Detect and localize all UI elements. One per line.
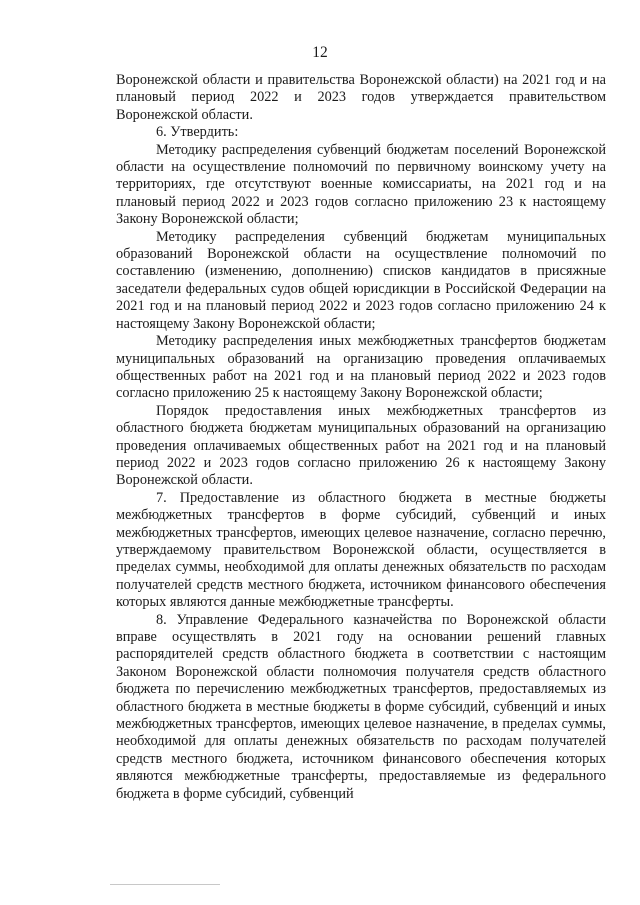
paragraph-procedure-public-works: Порядок предоставления иных межбюджетных трансфертов из областного бюджета бюджетам муниципальных образований на организацию проведения оплачиваемых общественных работ на 2021 год и на плановый период 2022 и 2023 годов согласно приложению 26 к настоящему Закону Воронежской области.: [116, 402, 606, 489]
paragraph-method-jurors-lists: Методику распределения субвенций бюджетам муниципальных образований Воронежской области на осуществление полномочий по составлению (изменению, дополнению) списков кандидатов в присяжные заседатели федеральных судов общей юрисдикции в Российской Федерации на 2021 год и на плановый период 2022 и 2023 годов согласно приложению 24 к настоящему Закону Воронежской области;: [116, 228, 606, 332]
paragraph-continuation: Воронежской области и правительства Воронежской области) на 2021 год и на плановый период 2022 и 2023 годов утверждается правительством Воронежской области.: [116, 72, 606, 123]
paragraph-item-8: 8. Управление Федерального казначейства по Воронежской области вправе осуществлять в 2021 году на основании решений главных распорядителей средств областного бюджета в соответствии с настоящим Законом Воронежской области полномочия получателя средств областного бюджета по перечислению межбюджетных трансфертов, предоставляемых из областного бюджета в местные бюджеты в форме субсидий, субвенций и иных межбюджетных трансфертов, имеющих целевое назначение, в пределах суммы, необходимой для оплаты денежных обязательств по расходам получателей средств местного бюджета, источником финансового обеспечения которых являются межбюджетные трансферты, предоставляемые из федерального бюджета в форме субсидий, субвенций: [116, 611, 606, 802]
paragraph-item-7: 7. Предоставление из областного бюджета в местные бюджеты межбюджетных трансфертов в форме субсидий, субвенций и иных межбюджетных трансфертов, имеющих целевое назначение, согласно перечню, утверждаемому правительством Воронежской области, осуществляется в пределах суммы, необходимой для оплаты денежных обязательств по расходам получателей средств местного бюджета, источником финансового обеспечения которых являются данные межбюджетные трансферты.: [116, 489, 606, 611]
footer-divider: [110, 884, 220, 885]
document-body: [116, 72, 606, 803]
page-number: 12: [312, 44, 328, 61]
paragraph-item-6: 6. Утвердить:: [156, 124, 239, 141]
paragraph-method-public-works: Методику распределения иных межбюджетных трансфертов бюджетам муниципальных образований на организацию проведения оплачиваемых общественных работ на 2021 год и на плановый период 2022 и 2023 годов согласно приложению 25 к настоящему Закону Воронежской области;: [116, 333, 606, 402]
paragraph-method-military-registration: Методику распределения субвенций бюджетам поселений Воронежской области на осуществление полномочий по первичному воинскому учету на территориях, где отсутствуют военные комиссариаты, на 2021 год и на плановый период 2022 и 2023 годов согласно приложению 23 к настоящему Закону Воронежской области;: [116, 141, 606, 228]
